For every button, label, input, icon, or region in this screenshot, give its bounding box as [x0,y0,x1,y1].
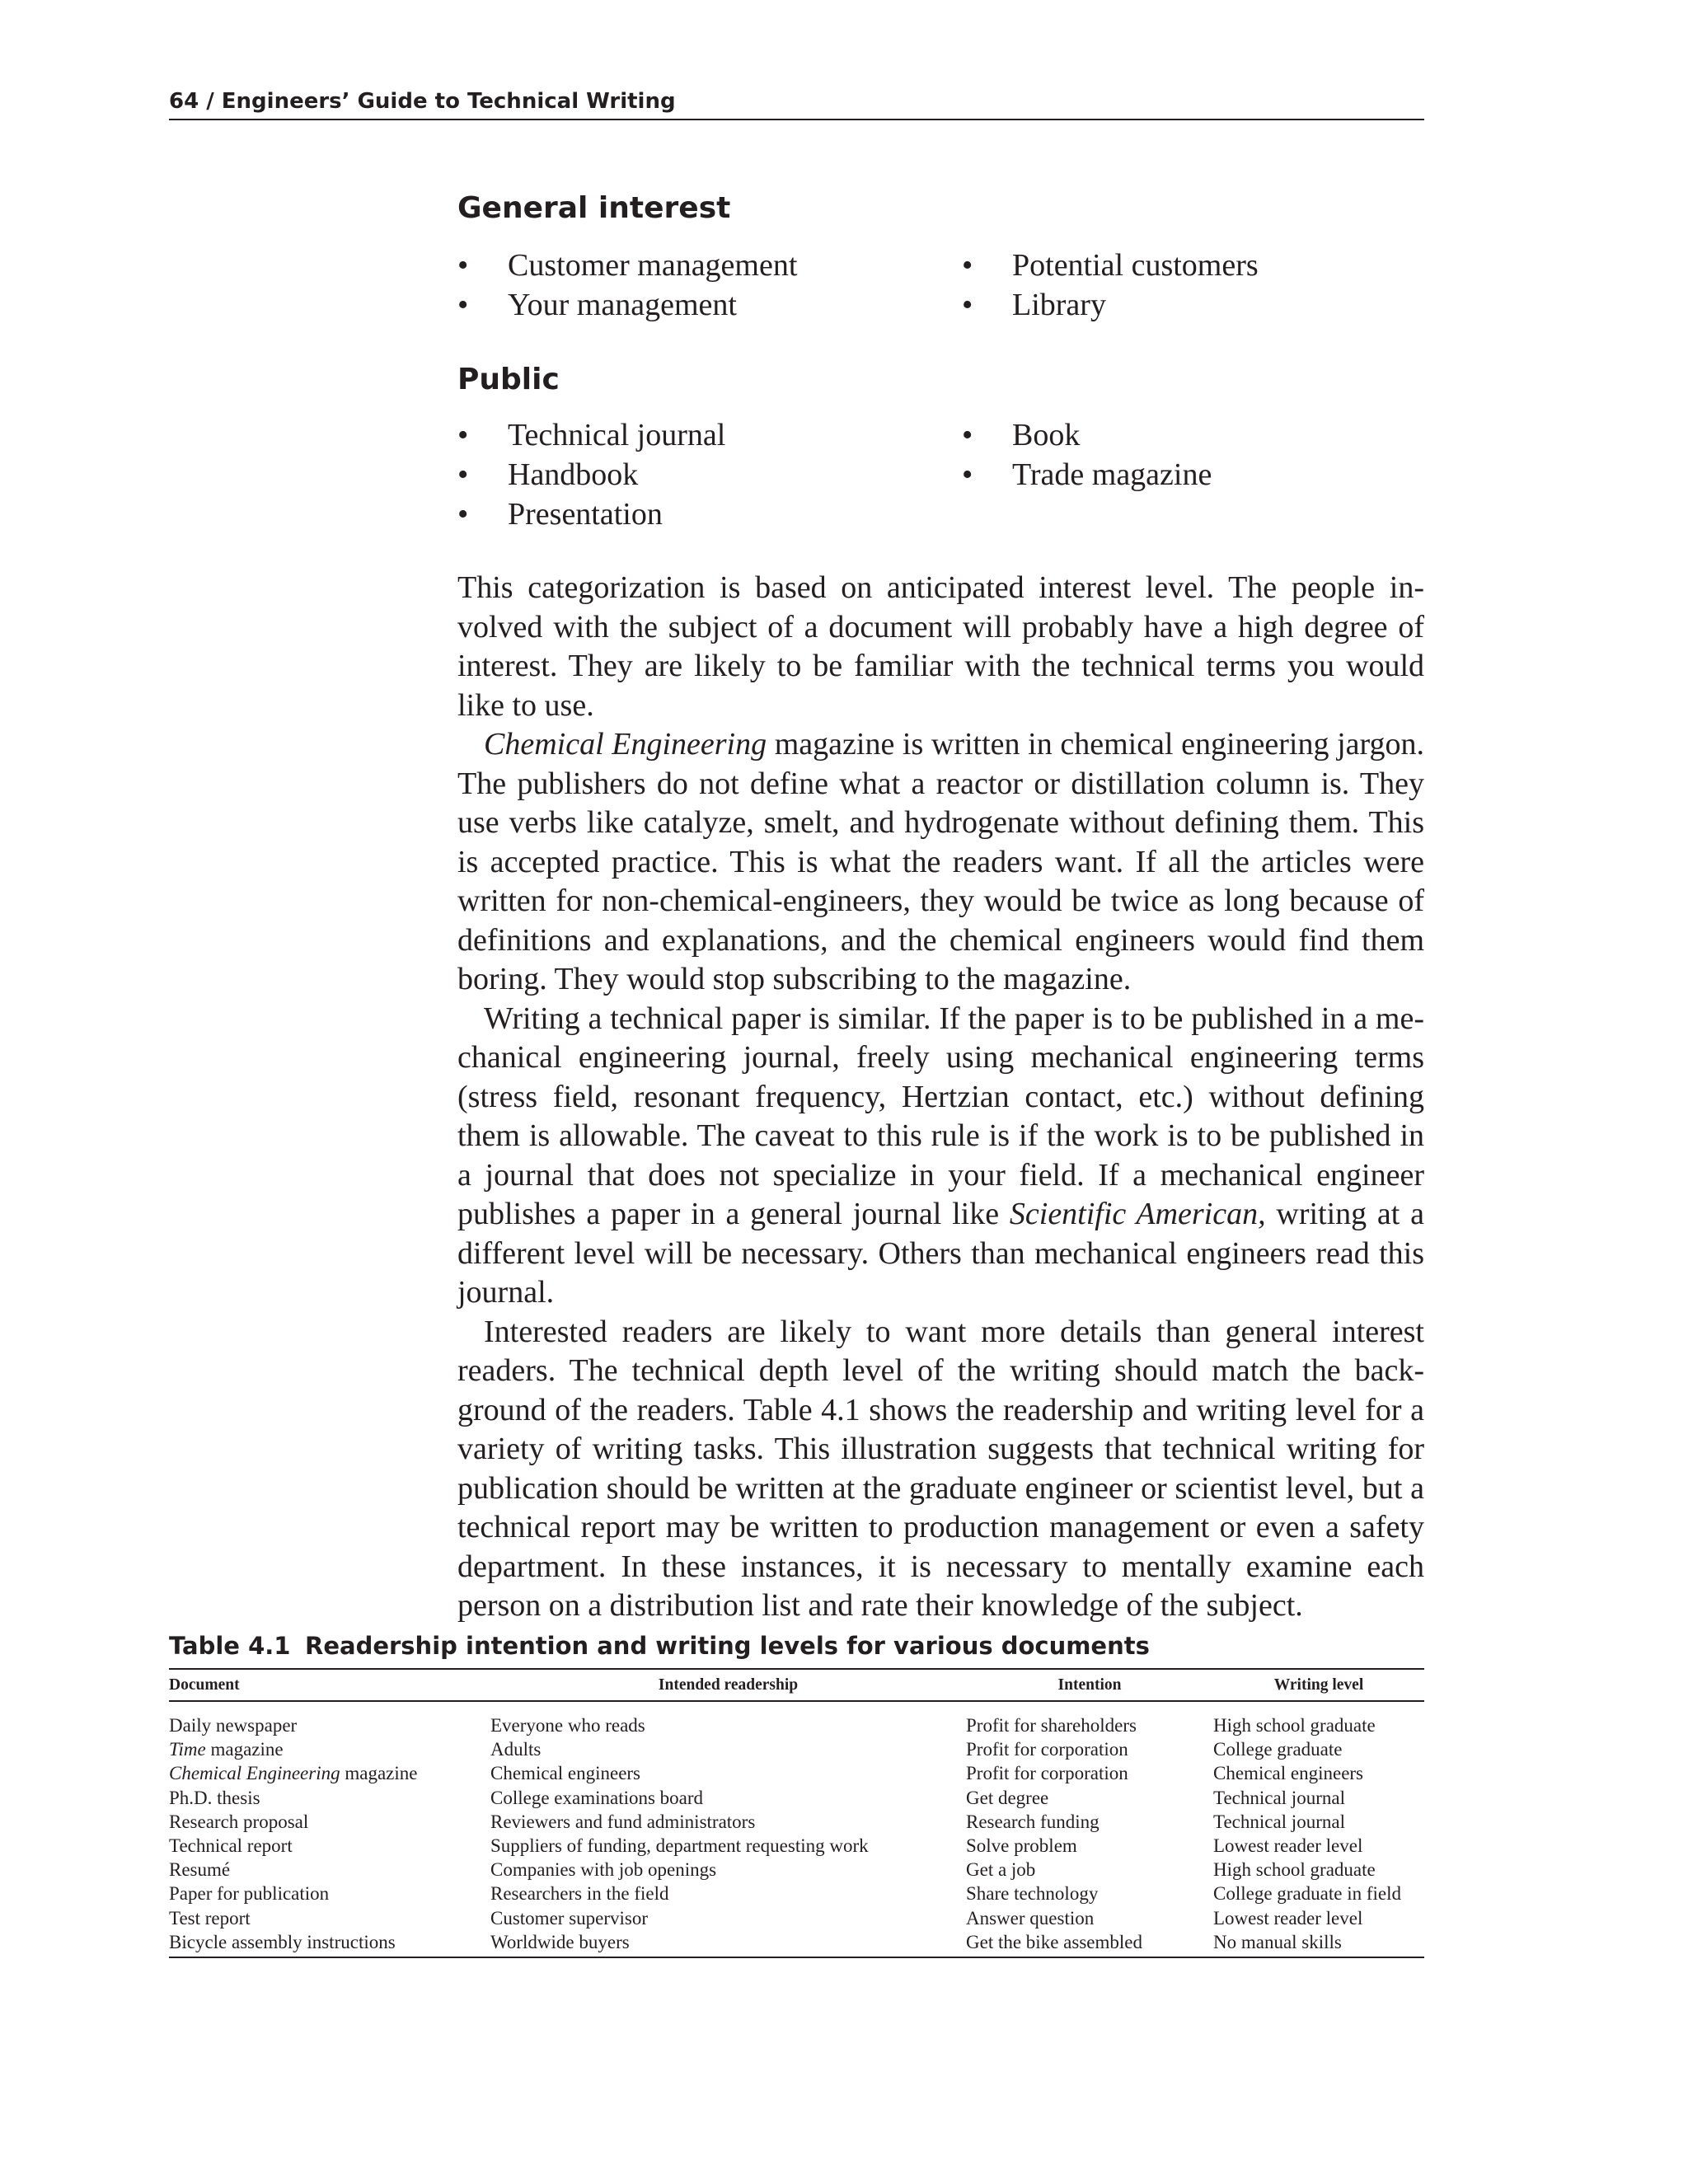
general-interest-heading: General interest [457,191,731,225]
table-row [169,1737,1424,1761]
writing-level-cell: College graduate in field [1213,1883,1402,1905]
table-row [169,1834,1424,1858]
intention-cell: Profit for corporation [966,1763,1128,1784]
readership-cell: College examinations board [490,1787,704,1808]
column-header: Intention [966,1669,1213,1701]
list-item: • Potential customers [962,246,1424,285]
bullet-icon: • [457,288,469,322]
body-text [457,569,1424,1626]
bullet-icon: • [457,457,469,492]
document-cell: Chemical Engineering magazine [169,1763,418,1784]
writing-level-cell: Lowest reader level [1213,1835,1363,1857]
column-header: Writing level [1213,1669,1424,1701]
document-cell: Technical report [169,1835,293,1857]
list-item: • Book [962,415,1424,455]
table-row [169,1786,1424,1810]
document-cell: Bicycle assembly instructions [169,1930,490,1957]
running-head: 64 / Engineers’ Guide to Technical Writing [169,87,1424,120]
bullet-icon: • [962,457,973,492]
intention-cell: Solve problem [966,1835,1077,1857]
paragraph-2: Chemical Engineering magazine is written in chemical engineering jargon. The publishers do not define what a reactor or distillation column is. They use verbs like catalyze, smelt, and hydrogenate without defining them. This is accepted practice. This is what the readers want. If all the articles were written for non-chemical-engineers, they would be twice as long because of definitions and explanations, and the chemical engineers would find them boring. They would stop subscribing to the magazine. [457,727,1424,996]
list-item: • Handbook [457,455,962,494]
list-column-right [962,246,1424,325]
intention-cell: Research funding [966,1811,1100,1832]
paragraph-4: Interested readers are likely to want more details than general interest readers. The technical depth level of the writing should match the background of the readers. Table 4.1 shows the readership and writing level for a variety of writing tasks. This illustration suggests that technical writing for publication should be written at the graduate engineer or scientist level, but a technical report may be written to production management or even a safety department. In these instances, it is necessary to mentally examine each person on a distribution list and rate their knowledge of the subject. [457,1314,1424,1623]
document-cell: Resumé [169,1859,231,1881]
general-interest-list [457,246,1424,325]
table-row [169,1761,1424,1785]
readership-cell: Companies with job openings [490,1859,717,1881]
list-item: • Technical journal [457,415,962,455]
general-interest-section [457,190,1424,325]
table-row [169,1810,1424,1834]
document-cell: Ph.D. thesis [169,1787,260,1808]
writing-level-cell: No manual skills [1213,1930,1424,1957]
document-cell: Time magazine [169,1739,284,1760]
document-cell: Research proposal [169,1811,309,1832]
table-number: Table 4.1 [169,1632,291,1660]
paragraph-1: This categorization is based on anticipated interest level. The people involved with the subject of a document will probably have a high degree of interest. They are likely to be familiar with the technical terms you would like to use. [457,570,1424,723]
readership-cell: Customer supervisor [490,1907,649,1929]
readership-cell: Reviewers and fund administrators [490,1811,756,1832]
column-header: Intended readership [490,1669,966,1701]
paragraph-3: Writing a technical paper is similar. If the paper is to be published in a mechanical engineering journal, freely using mechanical engineering terms (stress field, resonant frequency, Hertzian contact, etc.) without defining them is allowable. The caveat to this rule is if the work is to be published in a journal that does not specialize in your field. If a mechanical engineer publishes a paper in a general journal like Scientific American, writing at a different level will be necessary. Others than mechanical engineers read this journal. [457,1001,1425,1310]
table-row [169,1713,1424,1737]
intention-cell: Get the bike assembled [966,1930,1213,1957]
readership-table [169,1668,1424,1958]
writing-level-cell: High school graduate [1213,1715,1376,1736]
journal-title: Scientific American, [1009,1197,1266,1231]
list-item: • Customer management [457,246,962,285]
document-cell: Daily newspaper [169,1715,298,1736]
readership-cell: Adults [490,1739,542,1760]
bullet-icon: • [457,497,469,532]
table-row [169,1858,1424,1882]
writing-level-cell: Technical journal [1213,1811,1345,1832]
intention-cell: Get a job [966,1859,1036,1881]
writing-level-cell: High school graduate [1213,1859,1376,1881]
bullet-icon: • [457,248,469,283]
table-caption [169,1630,1424,1661]
writing-level-cell: College graduate [1213,1739,1343,1760]
writing-level-cell: Chemical engineers [1213,1763,1364,1784]
readership-cell: Worldwide buyers [490,1930,966,1957]
bullet-icon: • [457,418,469,452]
list-item: • Your management [457,285,962,325]
list-item: • Library [962,285,1424,325]
bullet-icon: • [962,288,973,322]
bullet-icon: • [962,248,973,283]
list-item: • Presentation [457,494,962,534]
intention-cell: Get degree [966,1787,1049,1808]
list-item: • Trade magazine [962,455,1424,494]
column-header: Document [169,1669,490,1701]
bullet-icon: • [962,418,973,452]
public-list [457,415,1424,534]
list-column-right [962,415,1424,534]
table-title: Readership intention and writing levels for various documents [305,1632,1150,1660]
table-row [169,1906,1424,1930]
table-row [169,1930,1424,1957]
public-heading: Public [457,363,560,396]
document-cell: Test report [169,1907,251,1929]
readership-cell: Researchers in the field [490,1883,669,1905]
writing-level-cell: Lowest reader level [1213,1907,1363,1929]
list-column-left [457,415,962,534]
intention-cell: Answer question [966,1907,1095,1929]
writing-level-cell: Technical journal [1213,1787,1345,1808]
magazine-title: Chemical Engineering [484,727,767,762]
readership-cell: Suppliers of funding, department requesting work [490,1835,869,1857]
list-column-left [457,246,962,325]
intention-cell: Profit for shareholders [966,1715,1137,1736]
table-row [169,1882,1424,1905]
readership-cell: Chemical engineers [490,1763,641,1784]
table-header-row [169,1669,1424,1701]
readership-cell: Everyone who reads [490,1715,645,1736]
intention-cell: Profit for corporation [966,1739,1128,1760]
public-section [457,361,1424,534]
intention-cell: Share technology [966,1883,1099,1905]
document-cell: Paper for publication [169,1883,330,1905]
